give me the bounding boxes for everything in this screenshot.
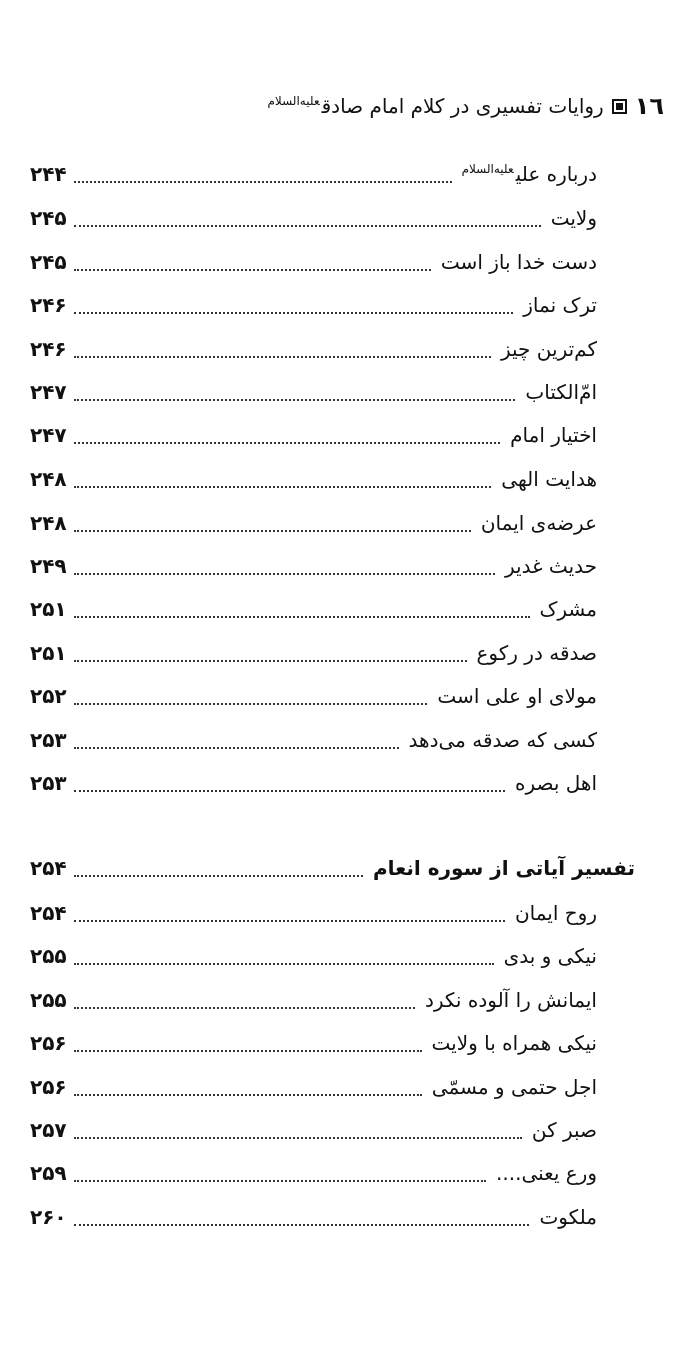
toc-entry-title: کم‌ترین چیز xyxy=(500,337,597,361)
toc-entry-page: ۲۵۶ xyxy=(30,1031,67,1055)
toc-entry xyxy=(30,1023,597,1063)
dot-leader xyxy=(74,1137,522,1139)
toc-entry xyxy=(30,980,597,1020)
toc-entry-title: کسی که صدقه می‌دهد xyxy=(408,728,597,752)
dot-leader xyxy=(74,790,505,792)
toc-entry xyxy=(30,546,597,586)
toc-entry xyxy=(30,893,597,933)
toc-entry-page: ۲۴۵ xyxy=(30,250,67,274)
dot-leader xyxy=(74,1007,415,1009)
toc-entry xyxy=(30,763,597,803)
toc-entry xyxy=(30,242,597,282)
dot-leader xyxy=(74,181,452,183)
toc-entry-title: حدیث غدیر xyxy=(505,554,597,578)
toc-entry-title: ترک نماز xyxy=(523,293,597,317)
toc-entry xyxy=(30,1110,597,1150)
toc-entry xyxy=(30,154,597,194)
toc-entry-page: ۲۵۳ xyxy=(30,771,67,795)
toc-entry-title: نیکی همراه با ولایت xyxy=(431,1031,597,1055)
toc-entry-title: ملکوت xyxy=(539,1205,597,1229)
dot-leader xyxy=(74,356,491,358)
dot-leader xyxy=(74,399,515,401)
toc-entry xyxy=(30,1067,597,1107)
toc-entry-page: ۲۵۴ xyxy=(30,856,67,880)
toc-entry xyxy=(30,1153,597,1193)
toc-entry xyxy=(30,503,597,543)
dot-leader xyxy=(74,269,431,271)
toc-entry-title: امّ‌الکتاب xyxy=(525,380,597,404)
dot-leader xyxy=(74,920,505,922)
toc-entry-title: هدایت الهی xyxy=(501,467,597,491)
toc-entry-title-text: درباره علی xyxy=(515,162,597,186)
toc-entry xyxy=(30,676,597,716)
dot-leader xyxy=(74,703,427,705)
toc-entry-title: صبر کن xyxy=(531,1118,597,1142)
toc-entry xyxy=(30,198,597,238)
toc-entry xyxy=(30,459,597,499)
toc-entry xyxy=(30,936,597,976)
toc-entry-page: ۲۵۷ xyxy=(30,1118,67,1142)
running-header xyxy=(268,88,665,124)
toc-entry-title: ورع یعنی.... xyxy=(496,1161,597,1185)
toc-entry-title: روح ایمان xyxy=(514,901,597,925)
dot-leader xyxy=(74,573,495,575)
dot-leader xyxy=(74,1094,422,1096)
toc-entry xyxy=(30,633,597,673)
toc-entry-page: ۲۵۳ xyxy=(30,728,67,752)
toc-entry-page: ۲۴۷ xyxy=(30,380,67,404)
toc-entry-title: نیکی و بدی xyxy=(503,944,597,968)
toc-entry-title: مولای او علی است xyxy=(437,684,597,708)
toc-entry-page: ۲۶۰ xyxy=(30,1205,67,1229)
toc-entry xyxy=(30,372,597,412)
toc-entry-page: ۲۵۴ xyxy=(30,901,67,925)
dot-leader xyxy=(74,875,363,877)
toc-entry-title: عرضه‌ی ایمان xyxy=(480,511,597,535)
toc-entry-page: ۲۴۵ xyxy=(30,206,67,230)
section-heading-title: تفسیر آیاتی از سوره انعام xyxy=(372,856,635,880)
dot-leader xyxy=(74,660,467,662)
toc-entry-page: ۲۵۵ xyxy=(30,988,67,1012)
toc-entry-title: ایمانش را آلوده نکرد xyxy=(424,988,597,1012)
toc-entry-page: ۲۴۹ xyxy=(30,554,67,578)
dot-leader xyxy=(74,1224,529,1226)
toc-entry-page: ۲۵۲ xyxy=(30,684,67,708)
dot-leader xyxy=(74,1180,486,1182)
toc-entry-page: ۲۵۱ xyxy=(30,597,67,621)
toc-entry xyxy=(30,589,597,629)
toc-entry-page: ۲۴۶ xyxy=(30,337,67,361)
toc-entry-page: ۲۴۸ xyxy=(30,511,67,535)
dot-leader xyxy=(74,963,494,965)
toc-entry-title: اختیار امام xyxy=(510,423,597,447)
toc-entry-page: ۲۴۷ xyxy=(30,423,67,447)
honorific-icon: عليه‌السلام xyxy=(267,94,320,109)
toc-entry-page: ۲۴۸ xyxy=(30,467,67,491)
toc-entry-title: دست خدا باز است xyxy=(440,250,597,274)
dot-leader xyxy=(74,1050,422,1052)
toc-entry-page: ۲۵۱ xyxy=(30,641,67,665)
toc-entry xyxy=(30,720,597,760)
toc-entry-title: اهل بصره xyxy=(514,771,597,795)
toc-entry-title: ولایت xyxy=(550,206,597,230)
dot-leader xyxy=(74,312,513,314)
square-bullet-icon xyxy=(612,99,627,114)
book-title-text: روایات تفسیری در کلام امام صادق xyxy=(321,94,604,118)
toc-entry xyxy=(30,1197,597,1237)
dot-leader xyxy=(74,442,500,444)
dot-leader xyxy=(74,225,541,227)
toc-entry-title: مشرک xyxy=(539,597,597,621)
toc-entry xyxy=(30,415,597,455)
dot-leader xyxy=(74,486,491,488)
page-number: ١٦ xyxy=(634,92,664,120)
toc-entry-page: ۲۵۹ xyxy=(30,1161,67,1185)
toc-entry-page: ۲۵۶ xyxy=(30,1075,67,1099)
toc-entry-page: ۲۴۶ xyxy=(30,293,67,317)
dot-leader xyxy=(74,747,399,749)
honorific-icon: عليه‌السلام xyxy=(461,162,514,177)
toc-entry xyxy=(30,329,597,369)
dot-leader xyxy=(74,616,530,618)
toc-entry-page: ۲۵۵ xyxy=(30,944,67,968)
toc-section-heading xyxy=(30,848,635,888)
toc-entry-title: صدقه در رکوع xyxy=(476,641,597,665)
dot-leader xyxy=(74,530,471,532)
toc-entry xyxy=(30,285,597,325)
toc-entry-title xyxy=(456,162,597,186)
toc-entry-title: اجل حتمی و مسمّی xyxy=(431,1075,597,1099)
toc-entry-page: ۲۴۴ xyxy=(30,162,67,186)
book-title xyxy=(268,94,604,118)
